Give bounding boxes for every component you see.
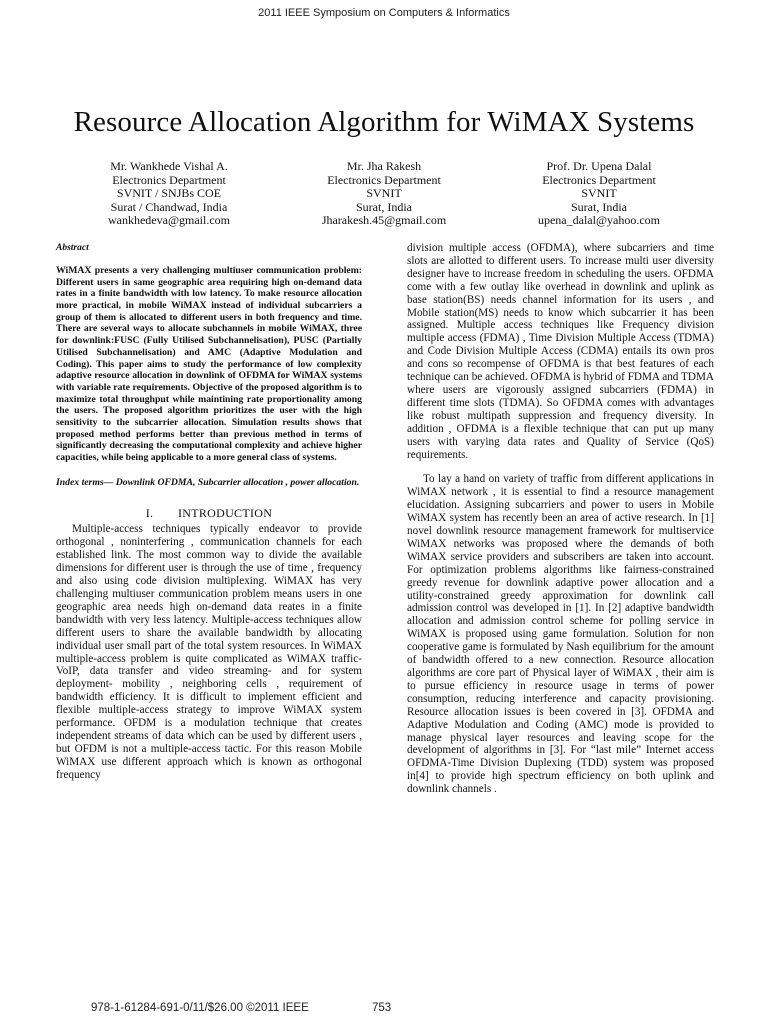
author-email: Jharakesh.45@gmail.com — [321, 213, 447, 228]
author-institution: SVNIT — [581, 186, 617, 201]
intro-paragraph-1-continued: division multiple access (OFDMA), where subcarriers and time slots are allotted to different users. To increase multi user diversity designer have to increase freedom in scheduling the users. OFDMA come with a few outlay like overhead in downlink and uplink as base station(BS) needs channel information for its users , and Mobile station(MS) needs to know which subcarrier it has been assigned. Multiple access techniques like Frequency division multiple access (FDMA) , Time Division Multiple Access (TDMA) and Code Division Multiple Access (CDMA) entails its own pros and cons so recompense of OFDMA is that best features of each technique can be achieved. OFDMA is hybrid of FDMA and TDMA where users are vigorously assigned subcarriers (FDMA) in different time slots (TDMA). So OFDMA comes with advantages like robust multipath suppression and frequency diversity. In addition , OFDMA is a flexible technique that can put up many users with varying data rates and Quality of Service (QoS) requirements. — [407, 242, 714, 461]
right-column — [407, 242, 714, 796]
author-block — [62, 160, 706, 228]
intro-paragraph-2: To lay a hand on variety of traffic from different applications in WiMAX network , it is essential to find a resource management elucidation. Assigning subcarriers and power to users in Mobile WiMAX system has recently been an area of active research. In [1] novel downlink resource management framework for multiservice WiMAX networks was proposed where the demands of both WiMAX service providers and subscribers are taken into account. For optimization problems algorithms like fairness-constrained greedy revenue for downlink adaptive power allocation and a utility-constrained greedy approximation for downlink call admission control was developed in [1]. In [2] adaptive bandwidth allocation and admission control scheme for polling service in WiMAX is proposed using game formulation. Solution for non cooperative game is formulated by Nash equilibrium for the amount of bandwidth offered to a new connection. Resource allocation algorithms are core part of Physical layer of WiMAX , their aim is to pursue efficiency in resource usage in terms of power consumption, reducing interference and capacity provisioning. Resource allocation issues is been covered in [3]. OFDMA and Adaptive Modulation and Coding (AMC) mode is provided to manage physical layer resources and leaving scope for the development of algorithms in [3]. For “last mile” Internet access OFDMA-Time Division Duplexing (TDD) system was proposed in[4] to provide high spectrum efficiency on both uplink and downlink channels . — [407, 473, 714, 796]
author-location: Surat, India — [356, 199, 412, 214]
abstract-label: Abstract — [56, 243, 89, 253]
author-institution: SVNIT — [366, 186, 402, 201]
author-location: Surat / Chandwad, India — [110, 199, 228, 214]
abstract-text: WiMAX presents a very challenging multiuser communication problem: Different users in same geographic area requiring high on-demand data rates in a finite bandwidth with low latency. To make resource allocation more practical, in mobile WiMAX instead of individual subcarriers a group of them is allocated to different users in both frequency and time. There are several ways to allocate subchannels in mobile WiMAX, three for downlink:FUSC (Fully Utilised Subchannelisation), PUSC (Partially Utilised Subchannelisation) and AMC (Adaptive Modulation and Coding). This paper aims to study the performance of low complexity adaptive resource allocation in downlink of OFDMA for WiMAX systems with variable rate requirements. Objective of the proposed algorithm is to maximize total throughput while maintining rate proportionality among the users. The proposed algorithm prioritizes the user with the high sensitivity to the subcarrier allocation. Simulation results shows that proposed method performs better than previous method in terms of significantly decreasing the computational complexity and achieve higher capacities, while being applicable to a more general class of systems. — [56, 264, 362, 464]
left-column — [56, 242, 362, 782]
author-department: Electronics Department — [112, 172, 226, 187]
author-1 — [62, 160, 276, 228]
author-department: Electronics Department — [327, 172, 441, 187]
author-2 — [277, 160, 491, 228]
author-email: wankhedeva@gmail.com — [107, 213, 230, 228]
author-institution: SVNIT / SNJBs COE — [116, 186, 222, 201]
author-name: Prof. Dr. Upena Dalal — [546, 159, 652, 173]
conference-header: 2011 IEEE Symposium on Computers & Informatics — [258, 7, 510, 19]
index-terms: Index terms— Downlink OFDMA, Subcarrier allocation , power allocation. — [56, 476, 360, 488]
intro-paragraph-1: Multiple-access techniques typically endeavor to provide orthogonal , noninterfering , communication channels for each established link. The most common way to divide the available dimensions for different user is through the use of time , frequency and also using code division multiplexing. WiMAX has very challenging multiuser communication problem means users in one geographic area needs high on-demand data reates in a finite bandwidth with very less latency. Multiple-access techniques allow different users to share the available bandwidth by allocating individual user small part of the total system resources. In WiMAX multiple-access problem is quite complicated as WiMAX traffic- VoIP, data transfer and video streaming- and for system deployment- mobility , neighboring cells , requirement of bandwidth efficiency. It is difficult to implement efficient and flexible multiple-access strategy to improve WiMAX system performance. OFDM is a modulation technique that creates independent streams of data which can be used by different users , but OFDM is not a multiple-access tactic. For this reason Mobile WiMAX use different approach which is known as orthogonal frequency — [56, 523, 362, 781]
author-3 — [492, 160, 706, 228]
author-department: Electronics Department — [542, 172, 656, 187]
footer-page-number: 753 — [372, 1002, 392, 1014]
author-email: upena_dalal@yahoo.com — [537, 213, 660, 228]
author-name: Mr. Jha Rakesh — [346, 159, 422, 173]
paper-title: Resource Allocation Algorithm for WiMAX Systems — [73, 106, 695, 138]
author-location: Surat, India — [571, 199, 627, 214]
author-name: Mr. Wankhede Vishal A. — [110, 159, 228, 173]
footer-isbn: 978-1-61284-691-0/11/$26.00 ©2011 IEEE — [91, 1002, 309, 1014]
section-heading-introduction: I. INTRODUCTION — [145, 505, 273, 520]
